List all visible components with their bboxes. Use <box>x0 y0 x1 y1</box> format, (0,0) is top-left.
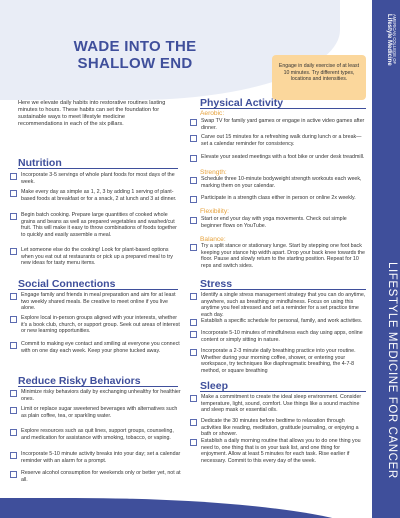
checkbox[interactable] <box>190 419 197 426</box>
checkbox[interactable] <box>190 439 197 446</box>
checkbox[interactable] <box>10 452 17 459</box>
checkbox[interactable] <box>10 293 17 300</box>
flexibility-label: Flexibility: <box>200 208 229 215</box>
list-item[interactable]: Explore local in-person groups aligned with your interests, whether it's a book club, church, or support group. Seek out areas of interest or new learning opportunities. <box>10 315 182 335</box>
list-item[interactable]: Establish a specific schedule for personal, family, and work activities. <box>190 318 366 326</box>
list-item[interactable]: Explore resources such as quit lines, support groups, counseling, and medication for assistance with smoking, tobacco, or vaping. <box>10 428 182 441</box>
list-item[interactable]: Engage family and friends in meal preparation and aim for at least two weekly shared meals. Be creative to meet online if you live alone. <box>10 292 182 312</box>
balance-label: Balance: <box>200 236 226 243</box>
list-item[interactable]: Swap TV for family yard games or engage in active video games after dinner. <box>190 118 366 131</box>
page-title: WADE INTO THE SHALLOW END <box>73 38 197 72</box>
nutrition-rule <box>18 168 178 169</box>
risky-rule <box>18 386 178 387</box>
checkbox[interactable] <box>190 135 197 142</box>
risky-title: Reduce Risky Behaviors <box>18 375 141 387</box>
acl-logo <box>375 14 397 92</box>
list-item[interactable]: Try a split stance or stationary lunge. Start by stepping one foot back keeping your stance hip width apart. Drop your back knee towards the floor. Pause and slowly return to the starting position. Repeat for 10 reps and switch sides. <box>190 243 366 270</box>
checkbox[interactable] <box>10 407 17 414</box>
list-item[interactable]: Let someone else do the cooking! Look for plant-based options when you eat out at restaurants or pick up a prepared meal to try new ideas for tasty menu items. <box>10 247 182 267</box>
aerobic-label: Aerobic: <box>200 110 225 117</box>
list-item[interactable]: Start or end your day with yoga movements. Check out simple beginner flows on YouTube. <box>190 216 366 229</box>
stress-rule <box>200 289 366 290</box>
list-item[interactable]: Dedicate the 30 minutes before bedtime to relaxation through activities like reading, meditation, gratitude journaling, or enjoying a bath or shower. <box>190 418 366 438</box>
list-item[interactable]: Schedule three 10-minute bodyweight strength workouts each week, marking them on your calendar. <box>190 176 366 189</box>
list-item[interactable]: Make every day as simple as 1, 2, 3 by adding 1 serving of plant-based foods at breakfast or for a snack, 2 at lunch and 3 at dinner. <box>10 189 182 202</box>
footer-wave <box>0 498 372 518</box>
list-item[interactable]: Incorporate 5-10 minutes of mindfulness each day using apps, online content or simply sitting in nature. <box>190 330 366 343</box>
sleep-rule <box>200 391 366 392</box>
checkbox[interactable] <box>190 196 197 203</box>
list-item[interactable]: Incorporate 3-5 servings of whole plant foods for most days of the week. <box>10 172 182 185</box>
list-item[interactable]: Incorporate a 2-3 minute daily breathing practice into your routine. Whether during your morning coffee, shower, or entering your workspace, try techniques like diaphragmatic breathing, the 4-7-8 method, or square breathing <box>190 348 366 375</box>
checkbox[interactable] <box>190 177 197 184</box>
checkbox[interactable] <box>190 244 197 251</box>
checkbox[interactable] <box>10 429 17 436</box>
banner-text: LIFESTYLE MEDICINE FOR CANCER <box>386 262 398 479</box>
checkbox[interactable] <box>10 471 17 478</box>
checkbox[interactable] <box>190 217 197 224</box>
logo-line-1: AMERICAN COLLEGE OF <box>392 14 397 65</box>
list-item[interactable]: Elevate your seated meetings with a foot bike or under desk treadmill. <box>190 154 366 162</box>
physical-rule <box>200 108 366 109</box>
checkbox[interactable] <box>10 173 17 180</box>
checkbox[interactable] <box>190 319 197 326</box>
nutrition-title: Nutrition <box>18 157 62 169</box>
strength-label: Strength: <box>200 169 227 176</box>
checkbox[interactable] <box>10 342 17 349</box>
list-item[interactable]: Limit or replace sugar sweetened beverages with alternatives such as plain coffee, tea, or sparkling water. <box>10 406 182 419</box>
list-item[interactable]: Commit to making eye contact and smiling at everyone you connect with on one day each week. Keep your phone tucked away. <box>10 341 182 354</box>
checkbox[interactable] <box>10 213 17 220</box>
social-rule <box>18 289 178 290</box>
physical-title: Physical Activity <box>200 97 284 109</box>
checkbox[interactable] <box>10 390 17 397</box>
list-item[interactable]: Identify a single stress management strategy that you can do anytime, anywhere, such as breathing or mindfulness. Focus on using this anytime you feel stressed and set a reminder for a set practice time each day. <box>190 292 366 319</box>
stress-title: Stress <box>200 278 233 290</box>
sleep-title: Sleep <box>200 380 229 392</box>
intro-text: Here we elevate daily habits into restorative routines lasting minutes to hours. These habits can set the foundation for sustainable ways to meet lifestyle medicine recommendations in each of the six pillars. <box>18 100 166 127</box>
checkbox[interactable] <box>10 248 17 255</box>
checkbox[interactable] <box>190 395 197 402</box>
list-item[interactable]: Incorporate 5-10 minute activity breaks into your day; set a calendar reminder with an alarm for a prompt. <box>10 451 182 464</box>
social-title: Social Connections <box>18 278 116 290</box>
list-item[interactable]: Begin batch cooking. Prepare large quantities of cooked whole grains and beans as well as prepared vegetables and washed/cut fruit. This will make it easy to throw combinations of foods together to quickly and easily assemble a meal. <box>10 212 182 239</box>
exercise-callout: Engage in daily exercise of at least 10 minutes. Try different types, locations and intensities. <box>272 55 366 100</box>
list-item[interactable]: Participate in a strength class either in person or online 2x weekly. <box>190 195 366 203</box>
checkbox[interactable] <box>190 155 197 162</box>
list-item[interactable]: Establish a daily morning routine that allows you to do one thing you need to, one thing that is on your task list, and one thing for enjoyment. Allow at least 5 minutes for each task. Rise earlier if necessary. Commit to this every day of the week. <box>190 438 366 465</box>
checkbox[interactable] <box>10 316 17 323</box>
checkbox[interactable] <box>190 293 197 300</box>
checkbox[interactable] <box>190 119 197 126</box>
checkbox[interactable] <box>190 331 197 338</box>
list-item[interactable]: Minimize risky behaviors daily by exchanging unhealthy for healthier ones. <box>10 389 182 402</box>
checkbox[interactable] <box>190 349 197 356</box>
logo-line-2: Lifestyle Medicine <box>386 14 392 66</box>
list-item[interactable]: Carve out 15 minutes for a refreshing walk during lunch or a break—set a calendar reminder for consistency. <box>190 134 366 147</box>
list-item[interactable]: Reserve alcohol consumption for weekends only or better yet, not at all. <box>10 470 182 483</box>
checkbox[interactable] <box>10 190 17 197</box>
list-item[interactable]: Make a commitment to create the ideal sleep environment. Consider temperature, light, sound, comfort. Use things like a sound machine and sleep mask or essential oils. <box>190 394 366 414</box>
